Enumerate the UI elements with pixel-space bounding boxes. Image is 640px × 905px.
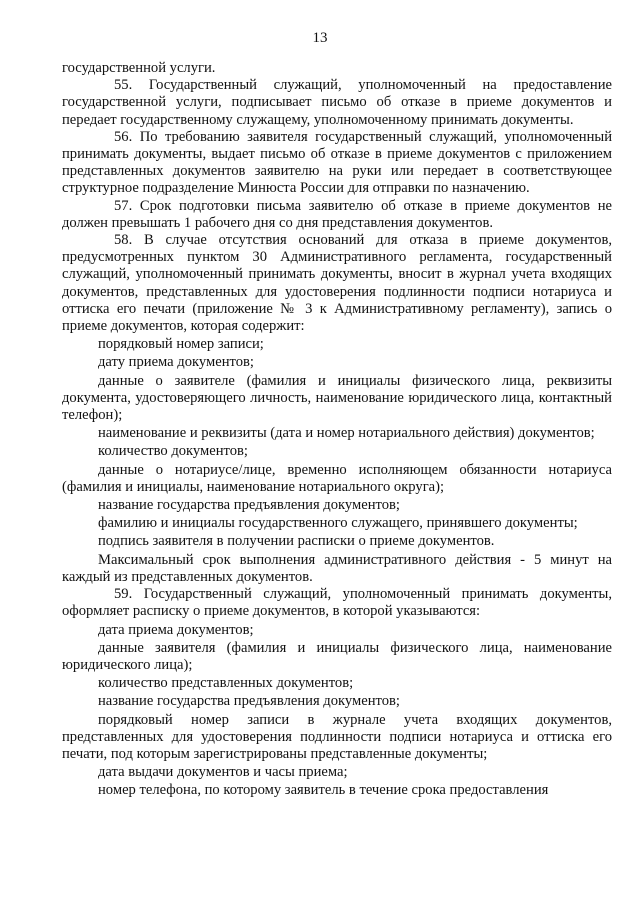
list-item: дата приема документов; (98, 621, 254, 638)
paragraph-57: 57. Срок подготовки письма заявителю об отказе в приеме документов не должен превышать 1 рабочего дня со дня представления документов. (62, 197, 612, 231)
list-item: количество документов; (98, 443, 248, 460)
list-item: данные заявителя (фамилия и инициалы физического лица, наименование юридического лица); (62, 639, 612, 673)
page-number: 13 (312, 30, 328, 46)
list-item: номер телефона, по которому заявитель в течение срока предоставления (98, 782, 549, 799)
list-item: данные о заявителе (фамилия и инициалы физического лица, реквизиты документа, удостоверяющего личность, наименование юридического лица, контактный телефон); (62, 372, 612, 424)
list-item: дату приема документов; (98, 354, 254, 371)
paragraph-55: 55. Государственный служащий, уполномоченный на предоставление государственной услуги, подписывает письмо об отказе в приеме документов и передает государственному служащему, уполномоченному принимать документы. (62, 77, 612, 128)
paragraph-max-time: Максимальный срок выполнения административного действия - 5 минут на каждый из представленных документов. (62, 551, 612, 585)
list-item: название государства предъявления документов; (98, 497, 400, 514)
list-item: наименование и реквизиты (дата и номер нотариального действия) документов; (98, 425, 595, 442)
list-item: данные о нотариусе/лице, временно исполняющем обязанности нотариуса (фамилия и инициалы, наименование нотариального округа); (62, 461, 612, 495)
list-item: порядковый номер записи в журнале учета входящих документов, представленных для удостоверения подлинности подписи нотариуса и оттиска его печати, под которым зарегистрированы представленные документы; (62, 711, 612, 762)
list-item: фамилию и инициалы государственного служащего, принявшего документы; (98, 515, 578, 532)
paragraph-56: 56. По требованию заявителя государственный служащий, уполномоченный принимать документы, выдает письмо об отказе в приеме документов с приложением представленных документов заявителю на руки или передает в соответствующее структурное подразделение Минюста России для отправки по назначению. (62, 128, 612, 197)
list-item: дата выдачи документов и часы приема; (98, 764, 348, 781)
paragraph-continuation: государственной услуги. (62, 60, 216, 76)
list-item: подпись заявителя в получении расписки о приеме документов. (98, 533, 495, 550)
list-item: количество представленных документов; (98, 675, 354, 692)
paragraph-59: 59. Государственный служащий, уполномоченный принимать документы, оформляет расписку о приеме документов, в которой указываются: (62, 586, 612, 620)
list-item: порядковый номер записи; (98, 336, 264, 353)
paragraph-58: 58. В случае отсутствия оснований для отказа в приеме документов, предусмотренных пунктом 30 Административного регламента, государственный служащий, уполномоченный принимать документы, вносит в журнал учета входящих документов, представленных для удостоверения подлинности подписи нотариуса и оттиска его печати (приложение № 3 к Административному регламенту), запись о приеме документов, которая содержит: (62, 232, 612, 335)
list-item: название государства предъявления документов; (98, 693, 400, 710)
document-body (62, 60, 612, 800)
